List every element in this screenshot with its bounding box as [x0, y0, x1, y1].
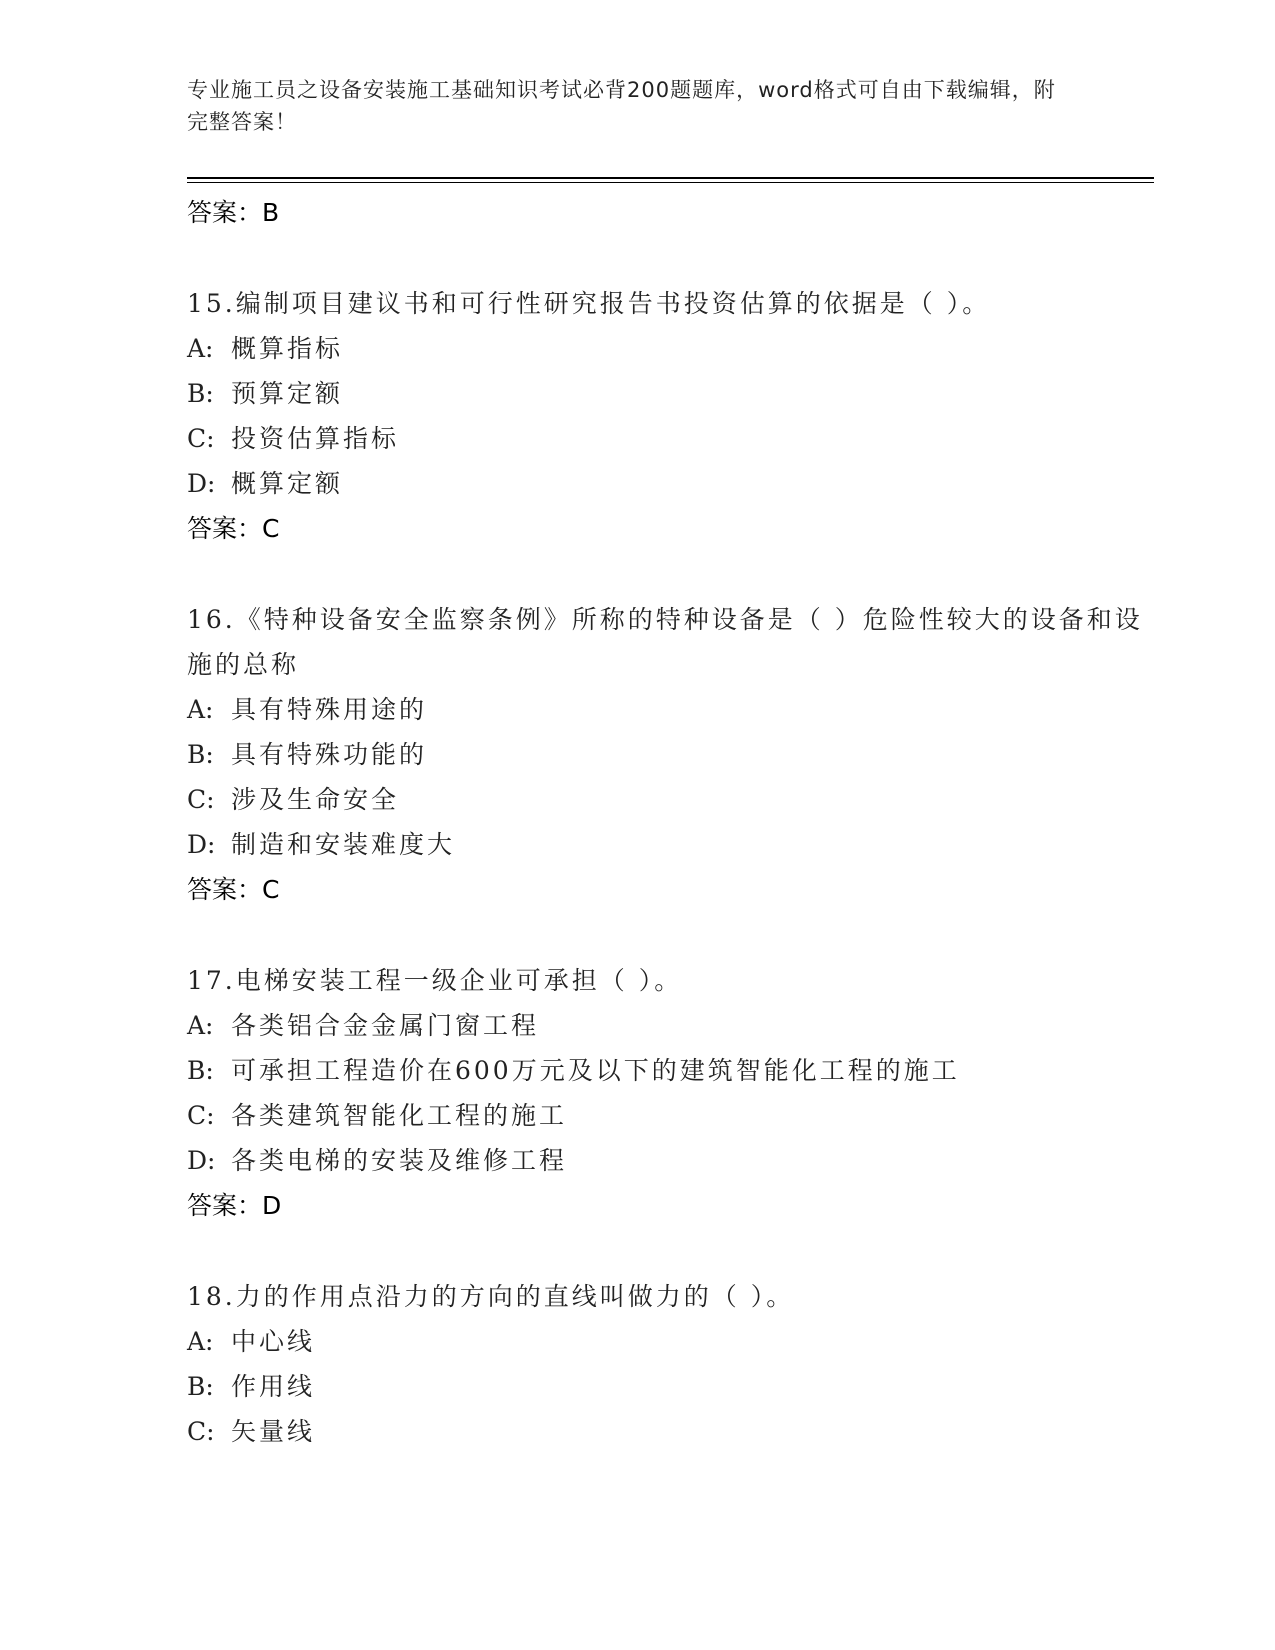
option-c — [187, 1093, 1147, 1138]
option-text: 制造和安装难度大 — [231, 830, 456, 859]
question-block — [187, 281, 1147, 551]
spacer — [187, 235, 1147, 281]
option-key: B: — [187, 1372, 214, 1401]
option-b — [187, 1048, 1147, 1093]
option-key: C: — [187, 1101, 215, 1130]
option-c — [187, 416, 1147, 461]
question-block — [187, 958, 1147, 1228]
spacer — [187, 912, 1147, 958]
option-text: 中心线 — [231, 1327, 316, 1356]
answer-line: 答案：C — [187, 875, 280, 904]
spacer — [187, 551, 1147, 597]
option-text: 可承担工程造价在600万元及以下的建筑智能化工程的施工 — [231, 1056, 960, 1085]
option-text: 具有特殊用途的 — [231, 695, 428, 724]
question-block — [187, 597, 1147, 912]
option-text: 概算指标 — [231, 334, 344, 363]
option-b — [187, 1364, 1147, 1409]
option-text: 各类建筑智能化工程的施工 — [231, 1101, 568, 1130]
option-a — [187, 687, 1147, 732]
option-key: D: — [187, 469, 216, 498]
option-a — [187, 1319, 1147, 1364]
option-a — [187, 326, 1147, 371]
option-key: C: — [187, 785, 215, 814]
option-key: B: — [187, 379, 214, 408]
option-key: D: — [187, 1146, 216, 1175]
option-text: 涉及生命安全 — [231, 785, 400, 814]
option-text: 作用线 — [231, 1372, 316, 1401]
option-a — [187, 1003, 1147, 1048]
document-header: 专业施工员之设备安装施工基础知识考试必背200题题库，word格式可自由下载编辑，附完整答案！ — [187, 78, 1056, 134]
option-d — [187, 1138, 1147, 1183]
question-text: 17.电梯安装工程一级企业可承担（ ）。 — [187, 966, 683, 995]
option-key: A: — [187, 695, 214, 724]
option-key: C: — [187, 1417, 215, 1446]
option-key: C: — [187, 424, 215, 453]
answer-line: 答案：C — [187, 514, 280, 543]
option-text: 投资估算指标 — [231, 424, 400, 453]
option-key: A: — [187, 1327, 214, 1356]
header-divider — [187, 177, 1154, 183]
option-key: A: — [187, 334, 214, 363]
question-list — [187, 190, 1147, 1454]
answer-line: 答案：B — [187, 198, 280, 227]
option-key: D: — [187, 830, 216, 859]
option-text: 各类铝合金金属门窗工程 — [231, 1011, 540, 1040]
option-text: 概算定额 — [231, 469, 344, 498]
answer-line: 答案：D — [187, 1191, 282, 1220]
question-text: 16.《特种设备安全监察条例》所称的特种设备是（ ）危险性较大的设备和设施的总称 — [187, 605, 1143, 679]
spacer — [187, 1228, 1147, 1274]
option-text: 预算定额 — [231, 379, 344, 408]
option-c — [187, 777, 1147, 822]
option-key: A: — [187, 1011, 214, 1040]
option-d — [187, 822, 1147, 867]
option-key: B: — [187, 1056, 214, 1085]
option-d — [187, 461, 1147, 506]
option-text: 各类电梯的安装及维修工程 — [231, 1146, 568, 1175]
question-text: 15.编制项目建议书和可行性研究报告书投资估算的依据是（ ）。 — [187, 289, 991, 318]
option-text: 矢量线 — [231, 1417, 316, 1446]
option-text: 具有特殊功能的 — [231, 740, 428, 769]
question-text: 18.力的作用点沿力的方向的直线叫做力的（ ）。 — [187, 1282, 795, 1311]
option-b — [187, 732, 1147, 777]
question-block — [187, 1274, 1147, 1454]
option-c — [187, 1409, 1147, 1454]
option-b — [187, 371, 1147, 416]
option-key: B: — [187, 740, 214, 769]
